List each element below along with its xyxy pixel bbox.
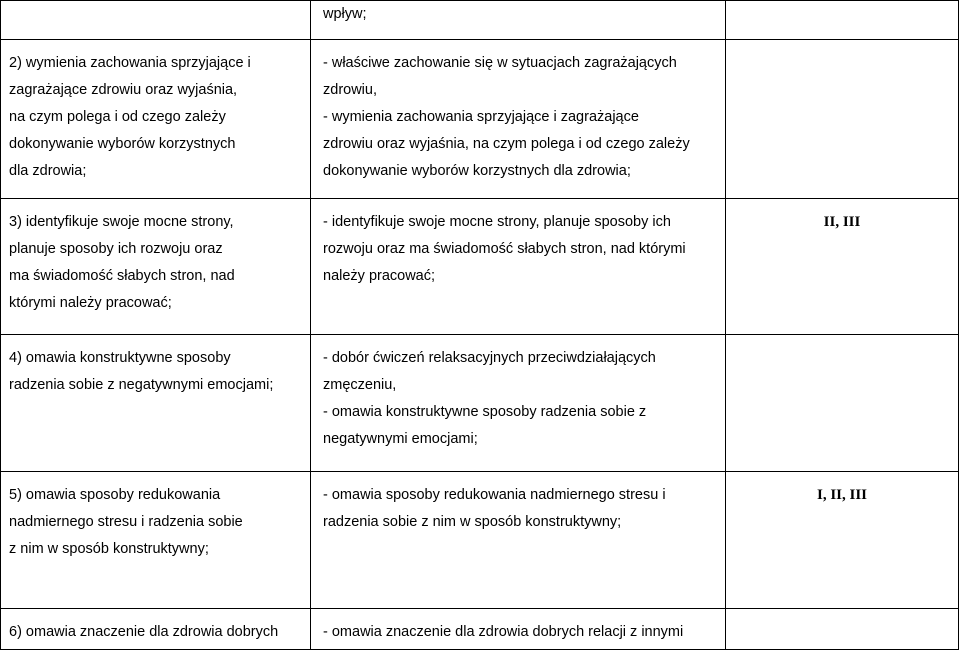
activity-text: - omawia sposoby redukowania nadmiernego stresu i radzenia sobie z nim w sposób konstruktywny; (323, 487, 666, 530)
table-row (1, 40, 959, 199)
table-row (1, 335, 959, 472)
requirement-text: 2) wymienia zachowania sprzyjające i zagrażające zdrowiu oraz wyjaśnia, na czym polega i od czego zależy dokonywanie wyborów korzystnych dla zdrowia; (9, 55, 251, 179)
requirement-cell (1, 40, 311, 199)
activity-text: - dobór ćwiczeń relaksacyjnych przeciwdziałających zmęczeniu, - omawia konstruktywne sposoby radzenia sobie z negatywnymi emocjami; (323, 350, 656, 447)
activity-cell (311, 40, 726, 199)
table-row (1, 472, 959, 609)
activity-cell (311, 199, 726, 335)
level-cell (726, 609, 959, 650)
requirement-cell (1, 472, 311, 609)
requirement-text: 5) omawia sposoby redukowania nadmiernego stresu i radzenia sobie z nim w sposób konstruktywny; (9, 487, 243, 557)
level-cell (726, 1, 959, 40)
level-cell (726, 335, 959, 472)
level-cell (726, 40, 959, 199)
level-cell (726, 199, 959, 335)
requirement-cell (1, 1, 311, 40)
requirement-text: 6) omawia znaczenie dla zdrowia dobrych (9, 624, 279, 640)
activity-cell (311, 1, 726, 40)
requirement-cell (1, 199, 311, 335)
activity-text: wpływ; (323, 6, 367, 22)
requirement-text: 3) identyfikuje swoje mocne strony, planuje sposoby ich rozwoju oraz ma świadomość słabych stron, nad którymi należy pracować; (9, 214, 235, 311)
activity-text: - identyfikuje swoje mocne strony, planuje sposoby ich rozwoju oraz ma świadomość słabych stron, nad którymi należy pracować; (323, 214, 686, 284)
activity-cell (311, 335, 726, 472)
requirement-cell (1, 335, 311, 472)
requirement-cell (1, 609, 311, 650)
table-row (1, 609, 959, 650)
table-row (1, 199, 959, 335)
activity-text: - omawia znaczenie dla zdrowia dobrych relacji z innymi (323, 624, 684, 640)
level-text: II, III (823, 214, 861, 230)
activity-cell (311, 609, 726, 650)
activity-text: - właściwe zachowanie się w sytuacjach zagrażających zdrowiu, - wymienia zachowania sprzyjające i zagrażające zdrowiu oraz wyjaśnia, na czym polega i od czego zależy dokonywanie wyborów korzystnych dla zdrowia; (323, 55, 690, 179)
activity-cell (311, 472, 726, 609)
level-text: I, II, III (816, 487, 868, 503)
table-row (1, 1, 959, 40)
requirement-text: 4) omawia konstruktywne sposoby radzenia sobie z negatywnymi emocjami; (9, 350, 274, 393)
level-cell (726, 472, 959, 609)
